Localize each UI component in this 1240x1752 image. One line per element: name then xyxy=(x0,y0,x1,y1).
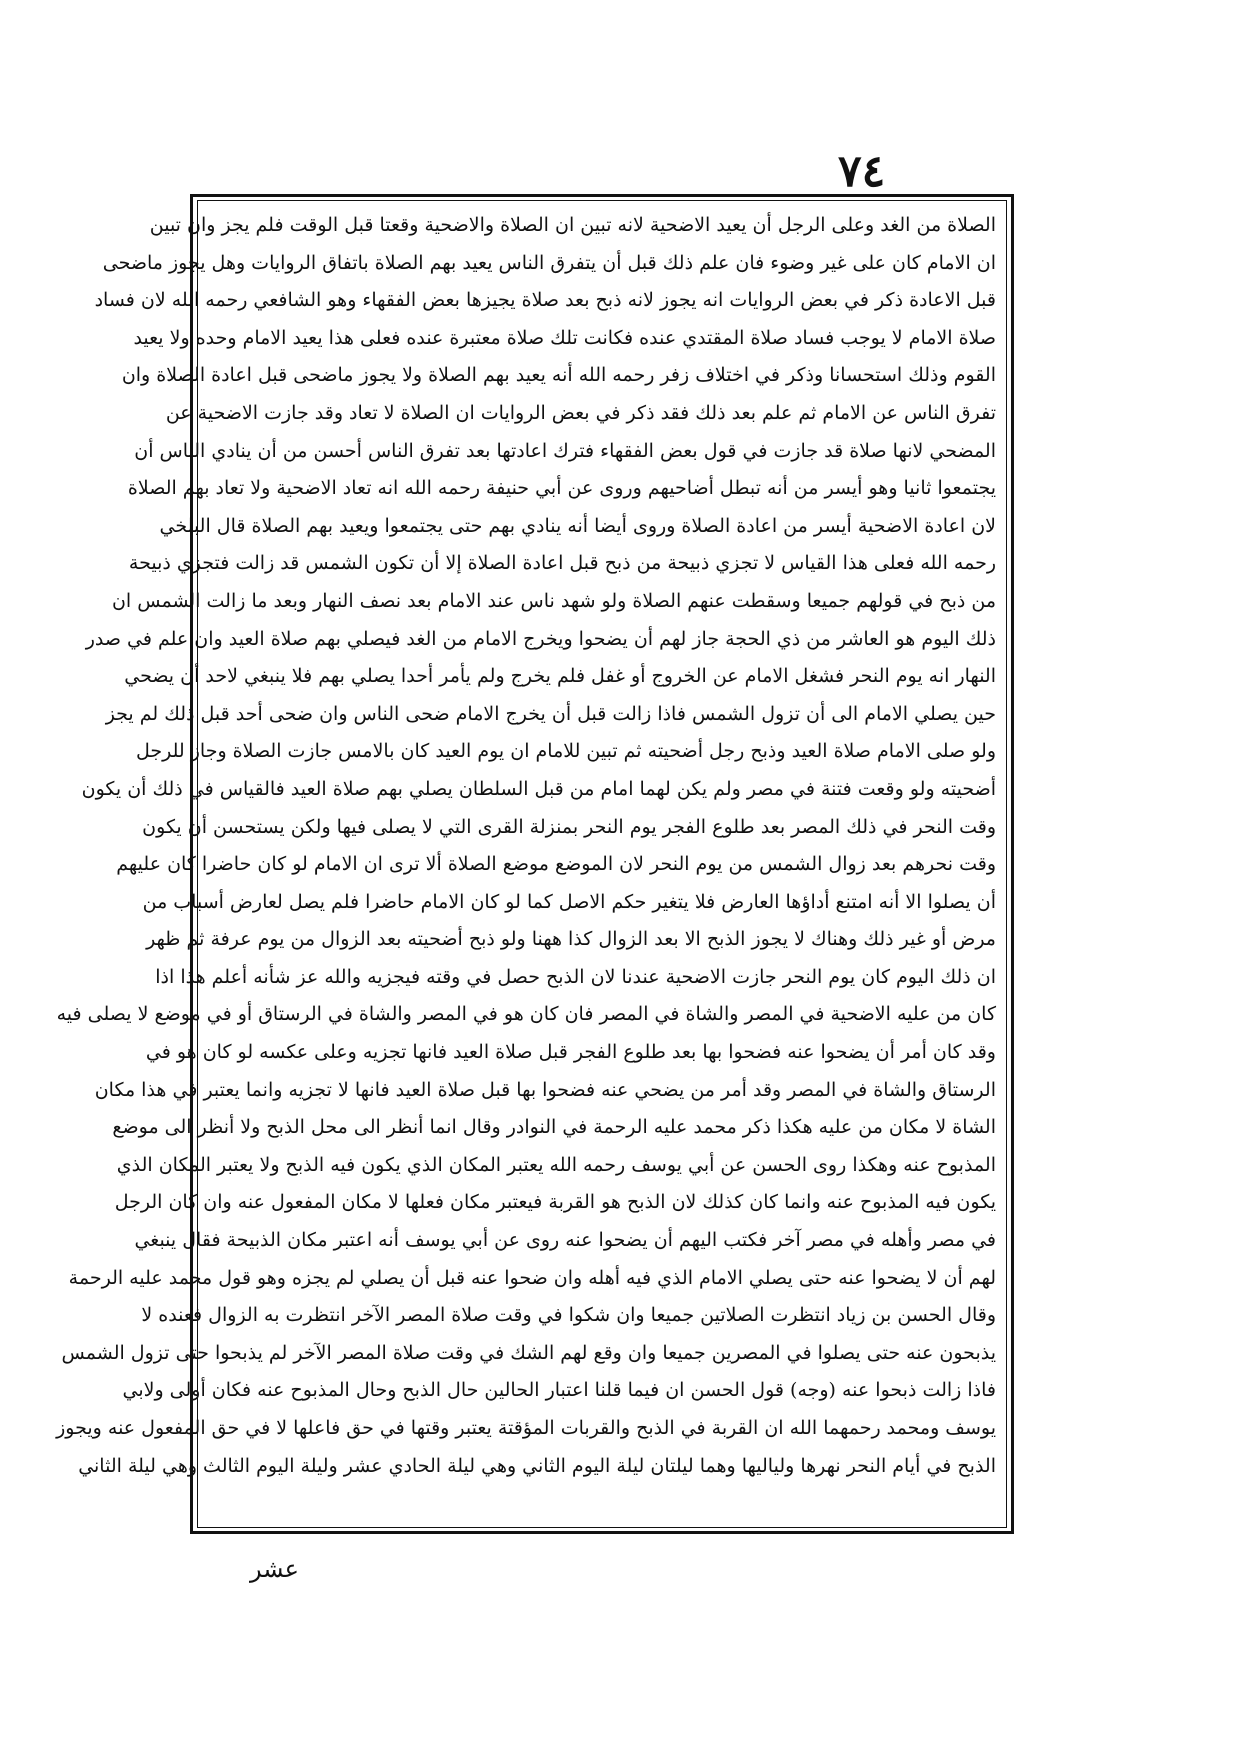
text-line-12: ذلك اليوم هو العاشر من ذي الحجة جاز لهم أن يضحوا ويخرج الامام من الغد فيصلي بهم صلاة العيد وان علم في صدر xyxy=(85,627,996,650)
text-line-31: يذبحون عنه حتى يصلوا في المصرين جميعا وان وقع لهم الشك في وقت صلاة المصر الآخر لم يذبحوا حتى تزول الشمس xyxy=(61,1341,996,1364)
text-line-23: وقد كان أمر أن يضحوا عنه فضحوا بها بعد طلوع الفجر قبل صلاة العيد فانها تجزيه وعلى عكسه لو كان هو في xyxy=(145,1041,996,1064)
text-line-33: يوسف ومحمد رحمهما الله ان القربة في الذبح والقربات المؤقتة يعتبر وقتها في حق فاعلها لا في حق المفعول عنه ويجوز xyxy=(56,1417,996,1439)
text-line-6: تفرق الناس عن الامام ثم علم بعد ذلك فقد ذكر في بعض الروايات ان الصلاة لا تعاد وقد جازت الاضحية عن xyxy=(165,401,996,424)
text-line-30: وقال الحسن بن زياد انتظرت الصلاتين جميعا وان شكوا في وقت صلاة المصر الآخر انتظرت به الزوال فعنده لا xyxy=(141,1304,996,1327)
main-text-block xyxy=(56,207,996,1523)
text-line-24: الرستاق والشاة في المصر وقد أمر من يضحي عنه فضحوا بها قبل صلاة العيد فانها لا تجزيه وانما يعتبر في هذا مكان xyxy=(94,1078,996,1101)
text-line-21: ان ذلك اليوم كان يوم النحر جازت الاضحية عندنا لان الذبح حصل في وقته فيجزيه والله عز شأنه أعلم هذا اذا xyxy=(155,965,996,988)
text-line-16: أضحيته ولو وقعت فتنة في مصر ولم يكن لهما امام من قبل السلطان يصلي بهم صلاة العيد فالقياس في ذلك أن يكون xyxy=(81,777,996,800)
text-line-4: صلاة الامام لا يوجب فساد صلاة المقتدي عنده فكانت تلك صلاة معتبرة عنده فعلى هذا يعيد الامام وحده ولا يعيد xyxy=(133,326,996,349)
text-line-11: من ذبح في قولهم جميعا وسقطت عنهم الصلاة ولو شهد ناس عند الامام بعد نصف النهار وبعد ما زالت الشمس ان xyxy=(111,589,996,612)
text-line-29: لهم أن لا يضحوا عنه حتى يصلي الامام الذي فيه أهله وان ضحوا عنه قبل أن يصلي لم يجزه وهو قول محمد عليه الرحمة xyxy=(68,1266,996,1289)
text-line-3: قبل الاعادة ذكر في بعض الروايات انه يجوز لانه ذبح بعد صلاة يجيزها بعض الفقهاء وهو الشافعي رحمه الله لان فساد xyxy=(94,289,996,312)
text-line-8: يجتمعوا ثانيا وهو أيسر من أنه تبطل أضاحيهم وروى عن أبي حنيفة رحمه الله انه تعاد الاضحية ولا تعاد بهم الصلاة xyxy=(127,477,996,500)
text-line-14: حين يصلي الامام الى أن تزول الشمس فاذا زالت قبل أن يخرج الامام ضحى الناس وان ضحى أحد قبل ذلك لم يجز xyxy=(105,702,996,725)
text-line-34: الذبح في أيام النحر نهرها ولياليها وهما ليلتان ليلة اليوم الثاني وهي ليلة الحادي عشر وليلة اليوم الثالث وهي ليلة الثاني xyxy=(78,1454,996,1477)
text-line-17: وقت النحر في ذلك المصر بعد طلوع الفجر يوم النحر بمنزلة القرى التي لا يصلى فيها ولكن يستحسن أن يكون xyxy=(142,815,996,838)
text-line-5: القوم وذلك استحسانا وذكر في اختلاف زفر رحمه الله أنه يعيد بهم الصلاة ولا يجوز ماضحى قبل اعادة الصلاة وان xyxy=(121,364,996,387)
text-line-32: فاذا زالت ذبحوا عنه (وجه) قول الحسن ان فيما قلنا اعتبار الحالين حال الذبح وحال المذبوح عنه فكان أولى ولابي xyxy=(122,1379,996,1402)
text-line-25: الشاة لا مكان من عليه هكذا ذكر محمد عليه الرحمة في النوادر وقال انما أنظر الى محل الذبح ولا أنظر الى موضع xyxy=(112,1116,996,1139)
text-line-18: وقت نحرهم بعد زوال الشمس من يوم النحر لان الموضع موضع الصلاة ألا ترى ان الامام لو كان حاضرا كان عليهم xyxy=(116,853,996,876)
text-line-13: النهار انه يوم النحر فشغل الامام عن الخروج أو غفل فلم يخرج ولم يأمر أحدا يصلي بهم فلا ينبغي لاحد أن يضحي xyxy=(124,665,996,688)
text-line-15: ولو صلى الامام صلاة العيد وذبح رجل أضحيته ثم تبين للامام ان يوم العيد كان بالامس جازت الصلاة وجاز للرجل xyxy=(136,740,996,763)
catchword: عشر xyxy=(250,1555,299,1583)
text-line-9: لان اعادة الاضحية أيسر من اعادة الصلاة وروى أيضا أنه ينادي بهم حتى يجتمعوا ويعيد بهم الصلاة قال البلخي xyxy=(159,514,996,537)
page-number: ٧٤ xyxy=(838,146,886,197)
text-line-20: مرض أو غير ذلك وهناك لا يجوز الذبح الا بعد الزوال كذا ههنا ولو ذبح أضحيته بعد الزوال من يوم عرفة ثم ظهر xyxy=(146,928,996,951)
text-line-28: في مصر وأهله في مصر آخر فكتب اليهم أن يضحوا عنه روى عن أبي يوسف أنه اعتبر مكان الذبيحة فقال ينبغي xyxy=(134,1229,996,1252)
text-line-27: يكون فيه المذبوح عنه وانما كان كذلك لان الذبح هو القربة فيعتبر مكان فعلها لا مكان المفعول عنه وان كان الرجل xyxy=(114,1191,996,1214)
text-line-7: المضحي لانها صلاة قد جازت في قول بعض الفقهاء فترك اعادتها بعد تفرق الناس أحسن من أن ينادي الناس أن xyxy=(134,439,996,462)
text-line-19: أن يصلوا الا أنه امتنع أداؤها العارض فلا يتغير حكم الاصل كما لو كان الامام حاضرا فلم يصل لعارض أسباب من xyxy=(142,890,996,913)
text-line-2: ان الامام كان على غير وضوء فان علم ذلك قبل أن يتفرق الناس يعيد بهم الصلاة باتفاق الروايات وهل يجوز ماضحى xyxy=(102,251,996,274)
text-line-22: كان من عليه الاضحية في المصر والشاة في المصر فان كان هو في المصر والشاة في الرستاق أو في موضع لا يصلى فيه xyxy=(56,1003,996,1026)
text-line-1: الصلاة من الغد وعلى الرجل أن يعيد الاضحية لانه تبين ان الصلاة والاضحية وقعتا قبل الوقت فلم يجز وان تبين xyxy=(149,214,996,236)
text-line-26: المذبوح عنه وهكذا روى الحسن عن أبي يوسف رحمه الله يعتبر المكان الذي يكون فيه الذبح ولا يعتبر المكان الذي xyxy=(116,1153,996,1176)
text-line-35 xyxy=(208,1485,996,1523)
text-line-10: رحمه الله فعلى هذا القياس لا تجزي ذبيحة من ذبح قبل اعادة الصلاة إلا أن تكون الشمس قد زالت فتجزي ذبيحة xyxy=(128,552,996,575)
